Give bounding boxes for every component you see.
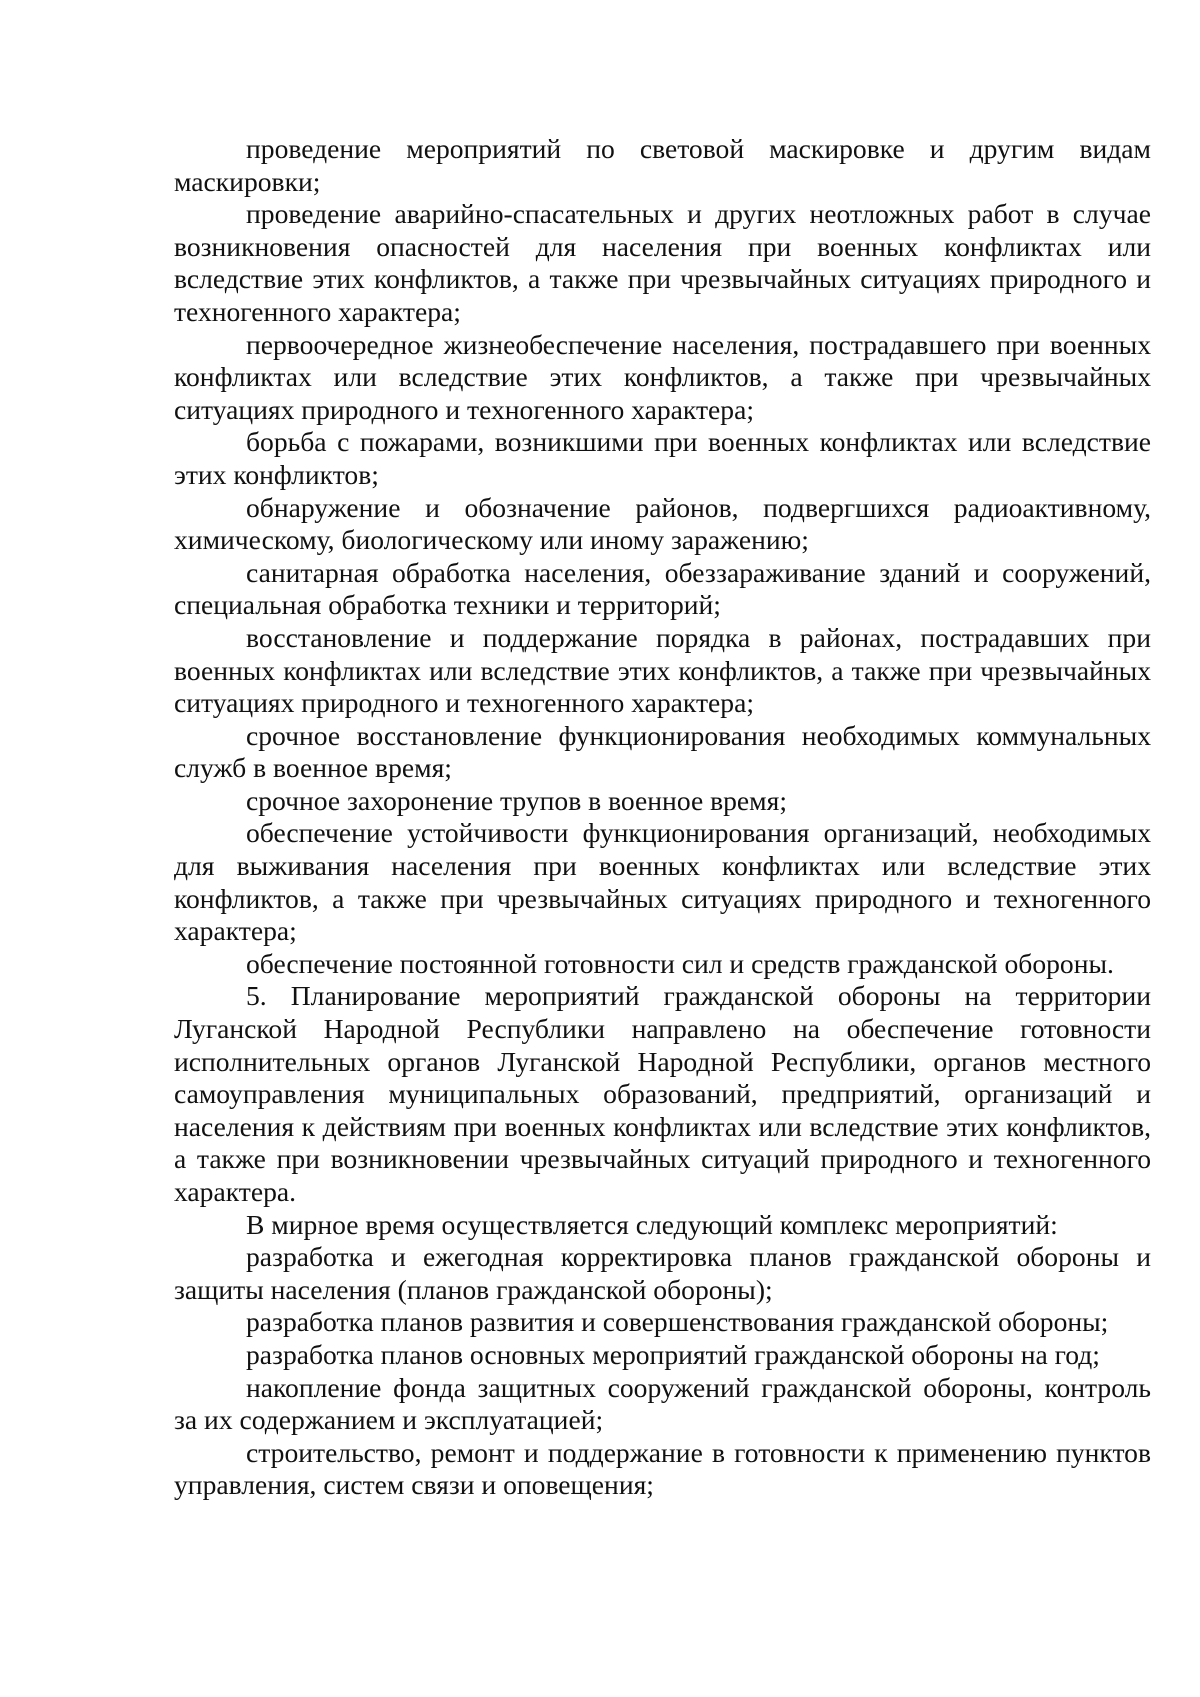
paragraph-development-plans: разработка планов развития и совершенствования гражданской обороны; [246,1306,1109,1338]
paragraph-shelter-fund: накопление фонда защитных сооружений гражданской обороны, контроль за их содержанием и эксплуатацией; [174,1371,1151,1436]
paragraph-peacetime-intro: В мирное время осуществляется следующий комплекс мероприятий: [246,1208,1058,1240]
paragraph-burial: срочное захоронение трупов в военное время; [246,784,788,816]
paragraph-section-5-planning: 5. Планирование мероприятий гражданской обороны на территории Луганской Народной Республики направлено на обеспечение готовности исполнительных органов Луганской Народной Республики, органов местного самоуправления муниципальных образований, предприятий, организаций и населения к действиям при военных конфликтах или вследствие этих конфликтов, а также при возникновении чрезвычайных ситуаций природного и техногенного характера. [174,980,1151,1207]
paragraph-order-restoration: восстановление и поддержание порядка в районах, пострадавших при военных конфликтах или вследствие этих конфликтов, а также при чрезвычайных ситуациях природного и техногенного характера; [174,621,1151,719]
paragraph-life-support: первоочередное жизнеобеспечение населения, пострадавшего при военных конфликтах или вследствие этих конфликтов, а также при чрезвычайных ситуациях природного и техногенного характера; [174,328,1151,425]
paragraph-organization-stability: обеспечение устойчивости функционирования организаций, необходимых для выживания населения при военных конфликтах или вследствие этих конфликтов, а также при чрезвычайных ситуациях природного и техногенного характера; [174,817,1151,947]
paragraph-rescue-works: проведение аварийно-спасательных и других неотложных работ в случае возникновения опасностей для населения при военных конфликтах или вследствие этих конфликтов, а также при чрезвычайных ситуациях природного и техногенного характера; [174,198,1151,327]
paragraph-control-points: строительство, ремонт и поддержание в готовности к применению пунктов управления, систем связи и оповещения; [174,1436,1151,1501]
paragraph-firefighting: борьба с пожарами, возникшими при военных конфликтах или вследствие этих конфликтов; [174,426,1151,490]
paragraph-annual-plans: разработка планов основных мероприятий гражданской обороны на год; [246,1338,1100,1370]
paragraph-plan-correction: разработка и ежегодная корректировка планов гражданской обороны и защиты населения (планов гражданской обороны); [174,1241,1151,1305]
paragraph-light-masking: проведение мероприятий по световой маскировке и другим видам маскировки; [174,133,1151,197]
document-body [174,133,1151,1502]
paragraph-contamination-detection: обнаружение и обозначение районов, подвергшихся радиоактивному, химическому, биологическому или иному заражению; [174,491,1151,556]
paragraph-force-readiness: обеспечение постоянной готовности сил и средств гражданской обороны. [246,947,1114,979]
paragraph-sanitary-treatment: санитарная обработка населения, обеззараживание зданий и сооружений, специальная обработка техники и территорий; [174,556,1151,621]
paragraph-utility-restoration: срочное восстановление функционирования необходимых коммунальных служб в военное время; [174,719,1151,784]
